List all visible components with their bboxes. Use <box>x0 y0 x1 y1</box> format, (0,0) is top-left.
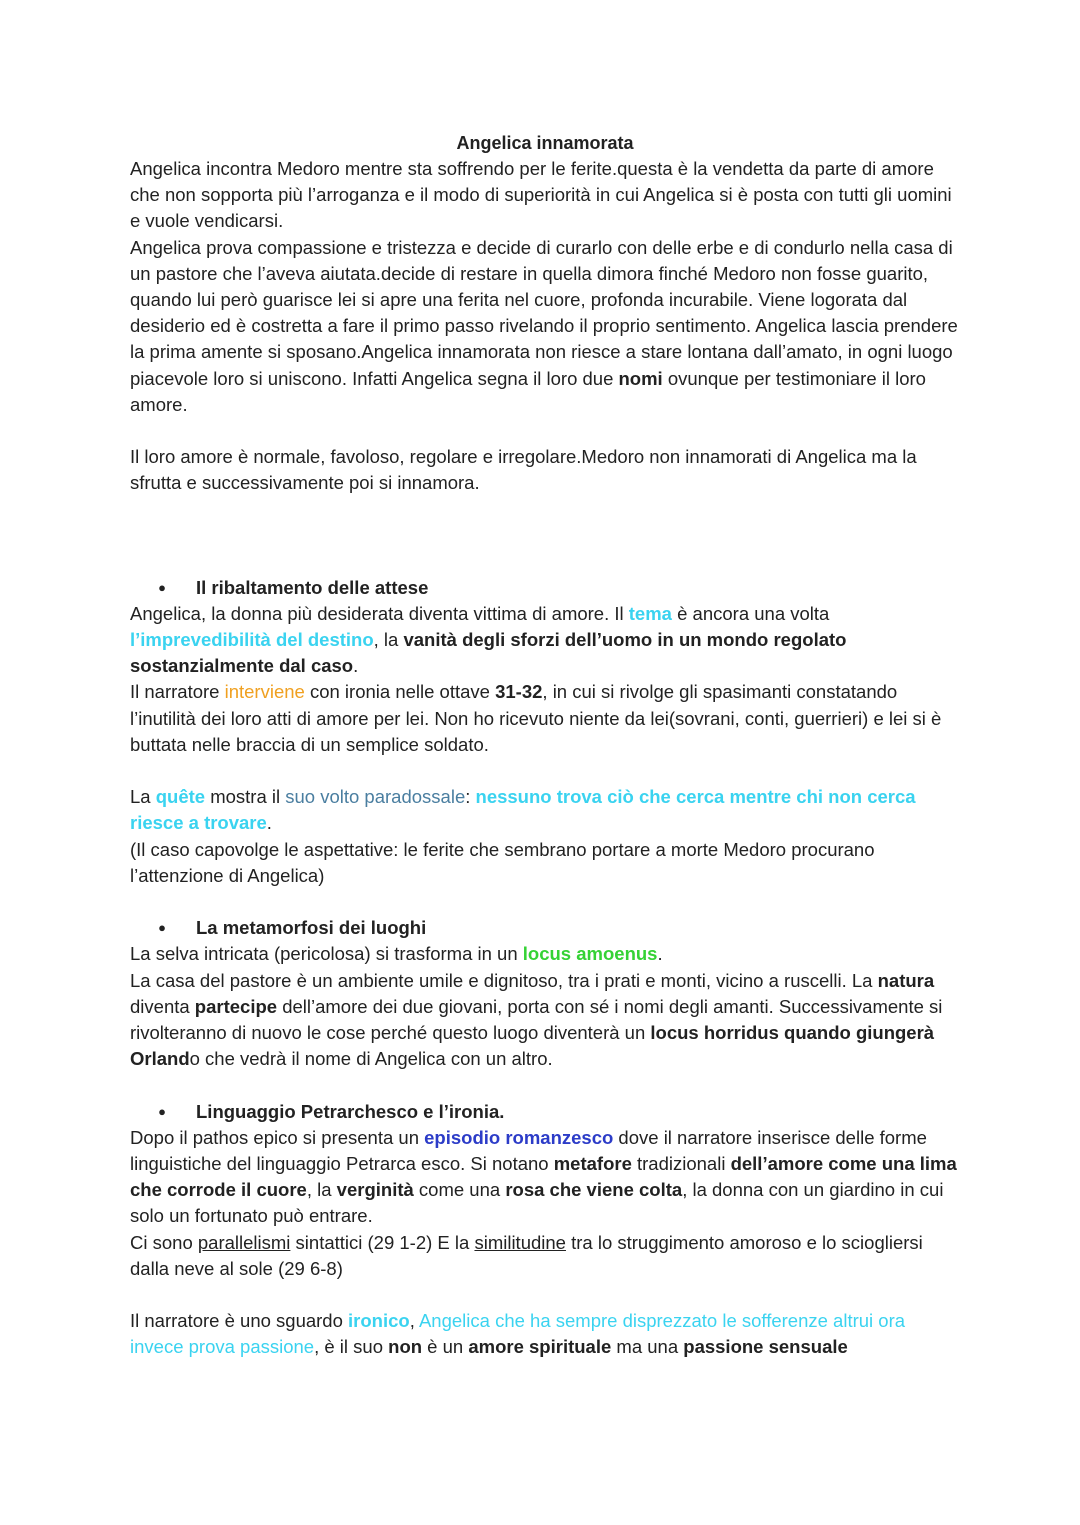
underlined-parallelismi: parallelismi <box>197 1231 291 1253</box>
intro-paragraph-2: Angelica prova compassione e tristezza e decide di curarlo con delle erbe e di condurlo nella casa di un pastore che l’aveva aiutata.decide di restare in quella dimora finché Medoro non fosse guarito, quando lui però guarisce lei si apre una ferita nel cuore, profonda incurabile. Viene logorata dal desiderio ed è costretta a fare il primo passo rivelando il proprio sentimento. Angelica lascia prendere la prima amente si sposano.Angelica innamorata non riesce a stare lontana dall’amato, in ogni luogo piacevole loro si uniscono. Infatti Angelica segna il loro due nomi ovunque per testimoniare il loro amore. <box>130 236 958 415</box>
final-paragraph: Il narratore è uno sguardo ironico, Angelica che ha sempre disprezzato le sofferenze altrui ora invece prova passione, è il suo non è un amore spirituale ma una passione sensuale <box>130 1310 906 1358</box>
metamorfosi-paragraph-2: La casa del pastore è un ambiente umile e dignitoso, tra i prati e monti, vicino a ruscelli. La natura diventa partecipe dell’amore dei due giovani, porta con sé i nomi degli amanti. Successivamente si rivolteranno di nuovo le cose perché questo luogo diventerà un locus horridus quando giungerà Orlando che vedrà il nome di Angelica con un altro. <box>130 969 943 1070</box>
document-title: Angelica innamorata <box>456 133 634 153</box>
highlight-interviene: interviene <box>224 681 305 703</box>
highlight-tema: tema <box>628 602 672 624</box>
highlight-quete: quête <box>155 786 206 808</box>
section-heading-linguaggio: ● Linguaggio Petrarchesco e l’ironia. <box>130 1099 960 1125</box>
intro-paragraph-1: Angelica incontra Medoro mentre sta soffrendo per le ferite.questa è la vendetta da parte di amore che non sopporta più l’arroganza e il modo di superiorità in cui Angelica si è posta con tutti gli uomini e vuole vendicarsi. <box>130 158 952 232</box>
highlight-imprevedibilita: l’imprevedibilità del destino <box>130 629 374 651</box>
intro-paragraph-3: Il loro amore è normale, favoloso, regolare e irregolare.Medoro non innamorati di Angelica ma la sfrutta e successivamente poi si innamora. <box>130 446 917 494</box>
highlight-episodio: episodio romanzesco <box>424 1126 614 1148</box>
metamorfosi-paragraph-1: La selva intricata (pericolosa) si trasforma in un locus amoenus. <box>130 943 663 965</box>
highlight-nessuno: nessuno trova ciò che cerca mentre chi non cerca riesce a trovare <box>130 786 916 834</box>
ribaltamento-paragraph-2: Il narratore interviene con ironia nelle ottave 31-32, in cui si rivolge gli spasimanti constatando l’inutilità dei loro atti di amore per lei. Non ho ricevuto niente da lei(sovrani, conti, guerrieri) e lei si è buttata nelle braccia di un semplice soldato. <box>130 681 942 755</box>
highlight-ironico: ironico <box>348 1310 410 1332</box>
ribaltamento-paragraph-3: La quête mostra il suo volto paradossale: nessuno trova ciò che cerca mentre chi non cerca riesce a trovare. <box>130 786 916 834</box>
highlight-volto: suo volto paradossale <box>285 786 466 808</box>
highlight-locus-amoenus: locus amoenus <box>522 943 658 965</box>
linguaggio-paragraph-2: Ci sono parallelismi sintattici (29 1-2) E la similitudine tra lo struggimento amoroso e lo sciogliersi dalla neve al sole (29 6-8) <box>130 1231 923 1279</box>
document-content <box>130 130 960 1361</box>
ribaltamento-paragraph-1: Angelica, la donna più desiderata diventa vittima di amore. Il tema è ancora una volta l’imprevedibilità del destino, la vanità degli sforzi dell’uomo in un mondo regolato sostanzialmente dal caso. <box>130 602 847 677</box>
underlined-similitudine: similitudine <box>474 1231 566 1253</box>
ribaltamento-paragraph-4: (Il caso capovolge le aspettative: le ferite che sembrano portare a morte Medoro procurano l’attenzione di Angelica) <box>130 838 875 886</box>
section-heading-metamorfosi: ● La metamorfosi dei luoghi <box>130 915 960 941</box>
section-heading-ribaltamento: ● Il ribaltamento delle attese <box>130 575 960 601</box>
linguaggio-paragraph-1: Dopo il pathos epico si presenta un episodio romanzesco dove il narratore inserisce delle forme linguistiche del linguaggio Petrarca esco. Si notano metafore tradizionali dell’amore come una lima che corrode il cuore, la verginità come una rosa che viene colta, la donna con un giardino in cui solo un fortunato può entrare. <box>130 1126 957 1227</box>
highlight-angelica-passione: Angelica che ha sempre disprezzato le sofferenze altrui ora invece prova passione <box>130 1310 906 1358</box>
